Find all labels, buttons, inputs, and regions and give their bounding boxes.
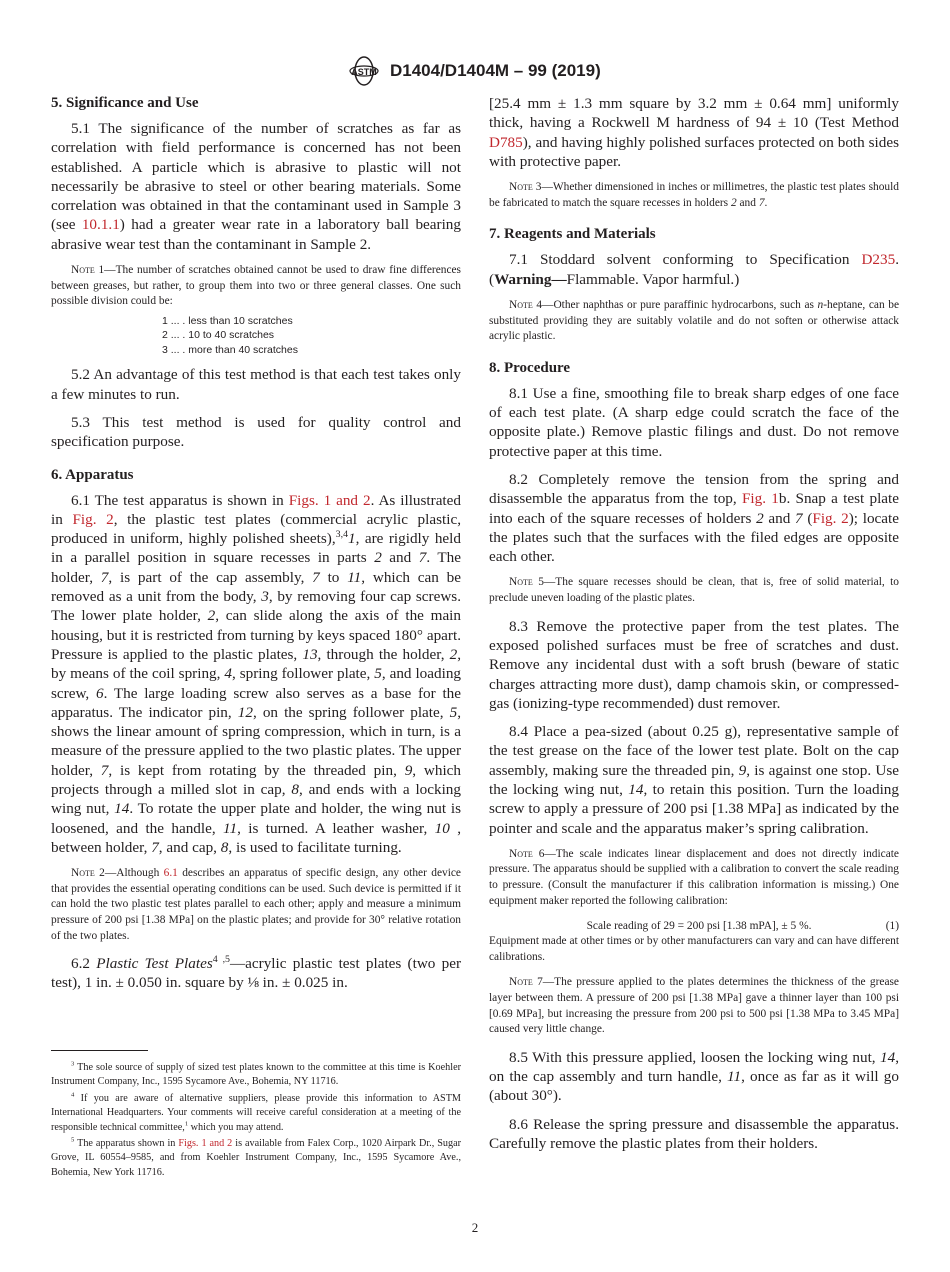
text-run: [25.4 mm ± 1.3 mm square by 3.2 mm ± 0.64 mm] uniformly thick, having a Rockwell M hardness of 94 ± 10 (Test Method [489,95,899,132]
text-run: . The large loading screw also serves as a base for the apparatus. The indicator pin, [51,684,462,721]
section-heading [489,359,899,378]
superscript: 5 [71,1136,75,1144]
cross-reference-link[interactable]: Fig. 2 [812,509,849,527]
text-run: , by means of the coil spring, [51,645,461,683]
text-run: 5 [374,665,382,683]
cross-reference-link[interactable]: Figs. 1 and 2 [178,1138,233,1150]
text-run: , and loading screw, [51,665,462,702]
footnote [51,1092,461,1135]
text-run: , and ends with a locking wing nut, [51,781,461,818]
text-run: Plastic Test Plates [96,955,213,973]
list-item: 3 ... . more than 40 scratches [162,343,298,356]
cross-reference-link[interactable]: 6.1 [163,867,178,880]
svg-text:ASTM: ASTM [351,67,377,77]
text-run: ), and having highly polished surfaces protected on both sides with protective paper. [489,133,899,170]
footnotes [51,1050,461,1182]
text-run: 11 [347,568,362,586]
text-run: , once as far as it will go (about 30°). [489,1068,899,1105]
text-run: , are rigidly held in a parallel position in square recesses in parts [51,530,461,567]
text-run: 6.1 The test apparatus is shown in [71,491,289,509]
text-run: 4—Other naphthas or pure paraffinic hydrocarbons, such as [532,298,818,311]
text-run: 7 [151,838,159,856]
section-heading [51,94,461,113]
cross-reference-link[interactable]: Fig. 2 [72,510,114,528]
paragraph [489,722,899,838]
text-run: -heptane, can be substituted providing they are suitably volatile and do not soften or otherwise attack acrylic plastic. [489,298,899,343]
text-run: 7 [100,568,109,586]
footnote-divider [51,1050,148,1051]
cross-reference-link[interactable]: 10.1.1 [81,216,120,234]
note-label: Note [509,576,533,589]
note-label: Note [71,264,95,277]
text-run: 6 [95,684,104,702]
paragraph [489,617,899,713]
page-header [0,56,950,86]
note-label: Note [509,847,533,860]
text-run: , on the cap assembly and turn handle, [489,1048,899,1086]
text-run: 7 [312,568,320,586]
text-run: 3 [261,588,269,606]
cross-reference-link[interactable]: D785 [489,133,523,151]
text-run: n [817,298,824,311]
text-run: and [736,196,759,209]
note-label: Note [509,976,533,989]
text-run: 12 [237,703,253,721]
page-number: 2 [471,1220,479,1235]
text-run: 7. Reagents and Materials [489,226,656,243]
text-run: 7 [758,196,765,209]
text-run: 2 [449,645,458,663]
text-run: 7 [418,549,427,567]
section-heading [489,225,899,244]
scratch-classes-list [162,314,461,358]
text-run: 7—The pressure applied to the plates determines the thickness of the grease layer between them. A pressure of 200 psi [1.38 MPa] gave a thinner layer than 100 psi [0.69 MPa], but increasing the pressure from 200 psi to 500 psi [1.38 MPa to 3.45 MPa] caused very little change. [489,976,899,1036]
text-run: 11 [727,1068,742,1086]
right-column [489,94,899,1162]
text-run: , is used to facilitate turning. [228,838,402,856]
text-run: 7 [100,761,109,779]
text-run: 5 [449,703,458,721]
paragraph [51,119,461,254]
paragraph [51,491,461,858]
text-run: , which can be removed as a unit from the body, [51,568,461,606]
note [489,575,899,606]
superscript: 4 ,5 [212,954,230,966]
equation [489,919,899,934]
text-run: 6—The scale indicates linear displacement and does not directly indicate pressure. The apparatus should be supplied with a calibration to convert the scale reading to pressure. (Consult the manufacturer if this calibration information is missing.) One equipment maker reported the following calibration: [489,847,899,907]
text-run: 5—The square recesses should be clean, that is, free of solid material, to preclude uneven loading of the plastic plates. [489,576,899,605]
text-run: 8.4 Place a pea-sized (about 0.25 g), representative sample of the test grease on the face of the lower test plate. Bolt on the cap assembly, making sure the threaded pin, [489,723,899,779]
paragraph [51,413,461,452]
text-run: 8.2 Completely remove the tension from the spring and disassemble the apparatus from the top, [489,470,899,508]
text-run: . The holder, [51,549,461,586]
paragraph [489,384,899,461]
text-run: 14 [114,800,130,818]
text-run: 5. Significance and Use [51,95,199,111]
paragraph [489,1115,899,1154]
text-run: 10 [434,819,450,837]
text-run: , shows the linear amount of spring compression, which in turn, is a measure of the pressure applied to the two plastic plates. The upper holder, [51,703,461,779]
equation-text: Scale reading of 29 = 200 psi [1.38 mPA], ± 5 %. [586,920,812,933]
text-run: describes an apparatus of specific design, any other device that provides the essential operating conditions can be used. Such device is permitted if it can hold the two plastic test plates parallel to each other; apply and measure a minimum pressure of 200 psi [1.38 MPa] on the plastic plates; and provide for 30° relative rotation of the two plates. [51,867,461,942]
paragraph [489,250,899,289]
note [489,934,899,965]
cross-reference-link[interactable]: Figs. 1 and 2 [288,491,371,509]
text-run: , can slide along the axis of the main housing, but it is restricted from turning by keys spaced 180° apart. Pressure is applied to the plastic plates, [51,607,461,663]
text-run: , on the spring follower plate, [252,703,450,721]
text-run: 8.5 With this pressure applied, loosen the locking wing nut, [509,1048,881,1066]
text-run: and [381,549,419,567]
text-run: , which projects through a milled slot in cap, [51,761,461,798]
text-run: . To rotate the upper plate and holder, the wing nut is loosened, and the handle, [51,800,461,837]
footnote [51,1061,461,1090]
text-run: . ( [489,251,899,288]
note [489,180,899,211]
text-run: 3—Whether dimensioned in inches or millimetres, the plastic test plates should be fabricated to match the square recesses in holders [489,181,899,209]
text-run: 14 [880,1048,896,1066]
paragraph [51,954,461,993]
superscript: 3,4 [335,529,348,541]
text-run: and [763,509,796,527]
text-run: 6. Apparatus [51,466,134,483]
text-run: , between holder, [51,819,462,856]
text-run: . [764,196,768,209]
text-run: 5.1 The significance of the number of scratches as far as correlation with field performance is concerned has not been established. A particle which is abrasive to plastic will not necessarily be abrasive to steel or other bearing materials. Some correlation was obtained in that the contaminant used in Sample 3 (see [51,120,461,234]
astm-logo-icon [349,56,379,86]
note-label: Note [509,298,533,311]
footnote [51,1137,461,1180]
text-run: 7.1 Stoddard solvent conforming to Specification [509,251,862,269]
paragraph [489,1048,899,1106]
text-run: 4 [224,665,232,683]
list-item: 1 ... . less than 10 scratches [162,314,293,327]
text-run: 2 [374,549,382,567]
text-run: 2 [756,509,764,527]
note-label: Note [71,867,95,880]
text-run: , spring follower plate, [231,665,375,683]
text-run: ) had a greater wear rate in a laboratory ball bearing abrasive wear test than the contaminant in Sample 2. [51,216,461,253]
text-run: 8.3 Remove the protective paper from the test plates. The exposed polished surfaces must be free of scratches and dust. Remove any incidental dust with a soft brush (beware of static charges attracting more dust), damp chamois skin, or compressed-gas (ionizing-type recommended) dust remover. [489,617,899,712]
text-run: ( [802,509,813,527]
paragraph [489,470,899,566]
note [51,866,461,944]
note [489,975,899,1037]
text-run: , to retain this position. Turn the loading screw to apply a pressure of 200 psi [1.38 MPa] as indicated by the pointer and scale and the apparatus maker’s spring calibration. [489,780,899,837]
document-designation: D1404/D1404M – 99 (2019) [389,61,601,80]
text-run: is available from Falex Corp., 1020 Airpark Dr., Sugar Grove, IL 60554–9585, and from Koehler Instrument Company, Inc., 1595 Sycamore Ave., Bohemia, New York 11716. [51,1138,461,1178]
text-run: 6.2 [71,955,97,973]
text-run: , is against one stop. Use the locking wing nut, [489,761,900,798]
text-run: 8.6 Release the spring pressure and disassemble the apparatus. Carefully remove the plastic plates from their holders. [489,1115,899,1152]
text-run: . As illustrated in [51,491,461,528]
paragraph [51,365,461,404]
text-run: 2 [730,196,737,209]
text-run: , is part of the cap assembly, [108,568,313,586]
note [489,298,899,345]
text-run: 8. Procedure [489,359,571,376]
text-run: 2—Although [94,867,164,880]
text-run: which you may attend. [188,1121,284,1133]
text-run: Warning— [494,270,567,288]
text-run: The apparatus shown in [74,1138,179,1150]
cross-reference-link[interactable]: Fig. 1 [741,490,779,508]
text-run: 1 [348,530,356,548]
text-run: 13 [302,645,318,663]
text-run: , by removing four cap screws. The lower plate holder, [51,588,461,625]
text-run: 8 [291,781,299,798]
text-run: 1—The number of scratches obtained cannot be used to draw fine differences between greases, but rather, to group them into two or three general classes. One such possible division could be: [51,264,461,308]
text-run: , through the holder, [317,645,450,663]
text-run: The sole source of supply of sized test plates known to the committee at this time is Koehler Instrument Company, Inc., 1595 Sycamore Ave., Bohemia, NY 11716. [51,1062,461,1088]
note-label: Note [509,181,533,194]
text-run: 11 [223,819,238,837]
text-run: 8 [220,838,229,856]
text-run: 8.1 Use a fine, smoothing file to break sharp edges of one face of each test plate. (A sharp edge could scratch the face of the opposite plate.) Remove plastic filings and dust. Do not remove protective paper at this time. [489,384,899,460]
superscript: 1 [184,1120,189,1128]
text-run: , the plastic test plates (commercial acrylic plastic, produced in uniform, highly polished sheets), [51,510,461,548]
superscript: 3 [71,1060,75,1068]
note [51,263,461,310]
text-run: Equipment made at other times or by other manufacturers can vary and can have different calibrations. [489,935,899,963]
left-column [51,94,461,1002]
cross-reference-link[interactable]: D235 [861,251,896,269]
text-run: to [319,568,348,586]
text-run: , and cap, [158,838,221,856]
list-item: 2 ... . 10 to 40 scratches [162,329,275,342]
text-run: , is kept from rotating by the threaded pin, [108,761,405,779]
superscript: 4 [71,1091,75,1099]
text-run: —acrylic plastic test plates (two per test), 1 in. ± 0.050 in. square by ⅛ in. ± 0.025 in. [51,955,461,992]
text-run: b. Snap a test plate into each of the square recesses of holders [489,490,899,527]
note [489,847,899,909]
text-run: 9 [738,761,747,779]
equation-number: (1) [885,920,899,933]
text-run: , is turned. A leather washer, [237,819,435,837]
text-run: 14 [628,780,644,798]
text-run: Flammable. Vapor harmful.) [566,270,740,288]
text-run: If you are aware of alternative suppliers, please provide this information to ASTM International Headquarters. Your comments will receive careful consideration at a meeting of the responsible technical committee, [51,1092,461,1133]
text-run: ); locate the plates such that the surfaces with the filed edges are opposite each other. [489,509,899,566]
text-run: 7 [795,509,803,527]
section-heading [51,466,461,485]
text-run: 9 [404,761,413,779]
text-run: 2 [207,607,216,625]
text-run: 5.2 An advantage of this test method is that each test takes only a few minutes to run. [51,366,461,403]
text-run: 5.3 This test method is used for quality control and specification purpose. [51,413,461,451]
paragraph [489,94,899,171]
